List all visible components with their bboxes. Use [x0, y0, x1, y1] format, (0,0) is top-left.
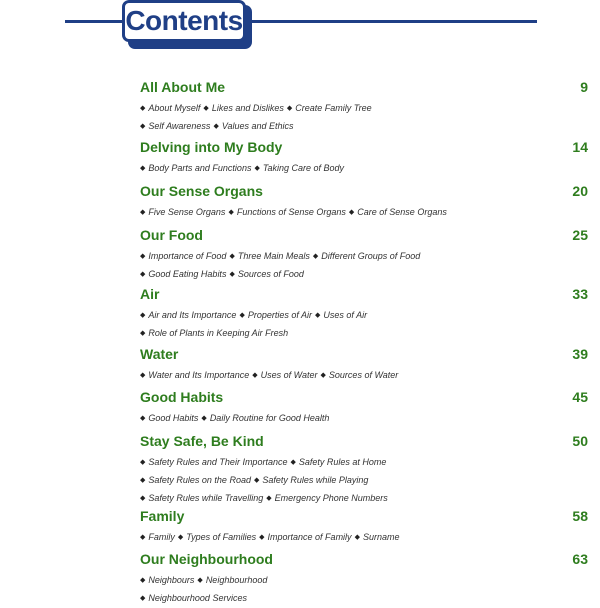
chapter-entry[interactable] — [0, 138, 588, 178]
diamond-bullet-icon: ◆ — [140, 123, 146, 130]
topic-line — [140, 307, 367, 325]
chapter-page-number: 45 — [572, 389, 588, 405]
topic-item: Daily Routine for Good Health — [209, 413, 330, 423]
topic-line — [140, 472, 388, 490]
topic-item: Good Eating Habits — [148, 269, 227, 279]
topic-line — [140, 160, 344, 178]
topic-item: Values and Ethics — [221, 121, 294, 131]
topic-list — [140, 572, 273, 608]
diamond-bullet-icon: ◆ — [177, 534, 184, 541]
header-rule-left — [65, 20, 130, 23]
chapter-page-number: 63 — [572, 551, 588, 567]
diamond-bullet-icon: ◆ — [140, 459, 146, 466]
chapter-page-number: 20 — [572, 183, 588, 199]
topic-item: Three Main Meals — [237, 251, 310, 261]
diamond-bullet-icon: ◆ — [259, 534, 265, 541]
chapter-title[interactable]: Stay Safe, Be Kind — [140, 433, 264, 449]
topic-item: Five Sense Organs — [148, 207, 226, 217]
diamond-bullet-icon: ◆ — [315, 312, 321, 319]
topic-item: Safety Rules and Their Importance — [148, 457, 288, 467]
chapter-heading — [140, 285, 588, 307]
topic-line — [140, 410, 329, 428]
chapter-page-number: 14 — [572, 139, 588, 155]
topic-item: Water and Its Importance — [148, 370, 250, 380]
topic-list — [140, 248, 420, 284]
diamond-bullet-icon: ◆ — [140, 372, 146, 379]
chapter-heading — [140, 345, 588, 367]
topic-list — [140, 410, 329, 428]
topic-line — [140, 367, 398, 385]
topic-item: Importance of Family — [267, 532, 352, 542]
diamond-bullet-icon: ◆ — [354, 534, 360, 541]
chapter-heading — [140, 226, 588, 248]
chapter-title[interactable]: Our Sense Organs — [140, 183, 263, 199]
chapter-entry[interactable] — [0, 345, 588, 385]
topic-line — [140, 572, 273, 590]
topic-list — [140, 529, 399, 547]
topic-list — [140, 204, 447, 222]
chapter-entry[interactable] — [0, 182, 588, 222]
diamond-bullet-icon: ◆ — [254, 165, 260, 172]
chapter-page-number: 33 — [572, 286, 588, 302]
topic-line — [140, 454, 388, 472]
topic-line — [140, 266, 420, 284]
chapter-entry[interactable] — [0, 285, 588, 343]
chapter-page-number: 9 — [580, 79, 588, 95]
topic-list — [140, 454, 388, 508]
topic-item: Create Family Tree — [295, 103, 372, 113]
topic-item: Safety Rules at Home — [298, 457, 387, 467]
topic-item: Role of Plants in Keeping Air Fresh — [148, 328, 289, 338]
diamond-bullet-icon: ◆ — [197, 577, 203, 584]
topic-item: Air and Its Importance — [148, 310, 237, 320]
diamond-bullet-icon: ◆ — [286, 105, 293, 112]
diamond-bullet-icon: ◆ — [229, 271, 235, 278]
chapter-title[interactable]: Family — [140, 508, 185, 524]
diamond-bullet-icon: ◆ — [320, 372, 326, 379]
chapter-title[interactable]: Water — [140, 346, 179, 362]
chapter-heading — [140, 182, 588, 204]
chapter-entry[interactable] — [0, 507, 588, 547]
topic-item: Safety Rules while Playing — [262, 475, 369, 485]
diamond-bullet-icon: ◆ — [140, 105, 146, 112]
topic-item: Family — [148, 532, 175, 542]
topic-line — [140, 490, 388, 508]
title-box — [122, 0, 246, 42]
chapter-page-number: 50 — [572, 433, 588, 449]
diamond-bullet-icon: ◆ — [239, 312, 245, 319]
topic-item: About Myself — [148, 103, 201, 113]
topic-item: Care of Sense Organs — [357, 207, 447, 217]
topic-item: Surname — [362, 532, 400, 542]
diamond-bullet-icon: ◆ — [253, 477, 260, 484]
topic-item: Sources of Food — [237, 269, 304, 279]
chapter-heading — [140, 507, 588, 529]
topic-line — [140, 325, 367, 343]
diamond-bullet-icon: ◆ — [140, 209, 146, 216]
diamond-bullet-icon: ◆ — [228, 209, 234, 216]
topic-item: Properties of Air — [247, 310, 313, 320]
diamond-bullet-icon: ◆ — [140, 477, 146, 484]
topic-item: Uses of Air — [323, 310, 368, 320]
diamond-bullet-icon: ◆ — [140, 577, 146, 584]
diamond-bullet-icon: ◆ — [252, 372, 258, 379]
diamond-bullet-icon: ◆ — [213, 123, 219, 130]
topic-item: Taking Care of Body — [262, 163, 345, 173]
topic-item: Types of Families — [186, 532, 257, 542]
topic-item: Uses of Water — [260, 370, 318, 380]
topic-item: Self Awareness — [148, 121, 211, 131]
diamond-bullet-icon: ◆ — [290, 459, 296, 466]
chapter-page-number: 25 — [572, 227, 588, 243]
topic-item: Safety Rules on the Road — [148, 475, 251, 485]
diamond-bullet-icon: ◆ — [140, 330, 146, 337]
chapter-title[interactable]: Our Neighbourhood — [140, 551, 273, 567]
chapter-entry[interactable] — [0, 226, 588, 284]
chapter-page-number: 58 — [572, 508, 588, 524]
chapter-title[interactable]: All About Me — [140, 79, 226, 95]
chapter-heading — [140, 138, 588, 160]
chapter-heading — [140, 432, 588, 454]
chapter-entry[interactable] — [0, 78, 588, 136]
topic-item: Neighbourhood Services — [148, 593, 247, 603]
topic-item: Sources of Water — [328, 370, 399, 380]
diamond-bullet-icon: ◆ — [348, 209, 355, 216]
chapter-heading — [140, 550, 588, 572]
chapter-entry[interactable] — [0, 388, 588, 428]
topic-item: Neighbourhood — [205, 575, 268, 585]
topic-line — [140, 590, 273, 608]
diamond-bullet-icon: ◆ — [140, 415, 146, 422]
chapter-page-number: 39 — [572, 346, 588, 362]
topic-item: Safety Rules while Travelling — [148, 493, 264, 503]
diamond-bullet-icon: ◆ — [140, 253, 146, 260]
chapter-title[interactable]: Good Habits — [140, 389, 224, 405]
diamond-bullet-icon: ◆ — [140, 271, 146, 278]
topic-list — [140, 160, 344, 178]
topic-line — [140, 248, 420, 266]
diamond-bullet-icon: ◆ — [140, 495, 146, 502]
diamond-bullet-icon: ◆ — [140, 534, 146, 541]
diamond-bullet-icon: ◆ — [229, 253, 235, 260]
topic-item: Emergency Phone Numbers — [274, 493, 388, 503]
diamond-bullet-icon: ◆ — [140, 165, 146, 172]
topic-line — [140, 204, 447, 222]
diamond-bullet-icon: ◆ — [140, 312, 146, 319]
diamond-bullet-icon: ◆ — [266, 495, 272, 502]
topic-line — [140, 118, 372, 136]
diamond-bullet-icon: ◆ — [312, 253, 319, 260]
topic-list — [140, 100, 372, 136]
page-title: Contents — [125, 5, 243, 36]
topic-list — [140, 307, 367, 343]
chapter-title[interactable]: Delving into My Body — [140, 139, 283, 155]
topic-list — [140, 367, 398, 385]
chapter-heading — [140, 388, 588, 410]
chapter-entry[interactable] — [0, 432, 588, 508]
diamond-bullet-icon: ◆ — [140, 595, 146, 602]
topic-line — [140, 100, 372, 118]
header-rule-right — [250, 20, 537, 23]
chapter-heading — [140, 78, 588, 100]
topic-item: Body Parts and Functions — [148, 163, 252, 173]
topic-item: Functions of Sense Organs — [236, 207, 346, 217]
chapter-title[interactable]: Our Food — [140, 227, 203, 243]
diamond-bullet-icon: ◆ — [203, 105, 209, 112]
diamond-bullet-icon: ◆ — [201, 415, 207, 422]
topic-line — [140, 529, 399, 547]
topic-item: Likes and Dislikes — [211, 103, 284, 113]
chapter-entry[interactable] — [0, 550, 588, 608]
chapter-title[interactable]: Air — [140, 286, 160, 302]
topic-item: Different Groups of Food — [321, 251, 421, 261]
topic-item: Good Habits — [148, 413, 199, 423]
topic-item: Importance of Food — [148, 251, 227, 261]
topic-item: Neighbours — [148, 575, 195, 585]
